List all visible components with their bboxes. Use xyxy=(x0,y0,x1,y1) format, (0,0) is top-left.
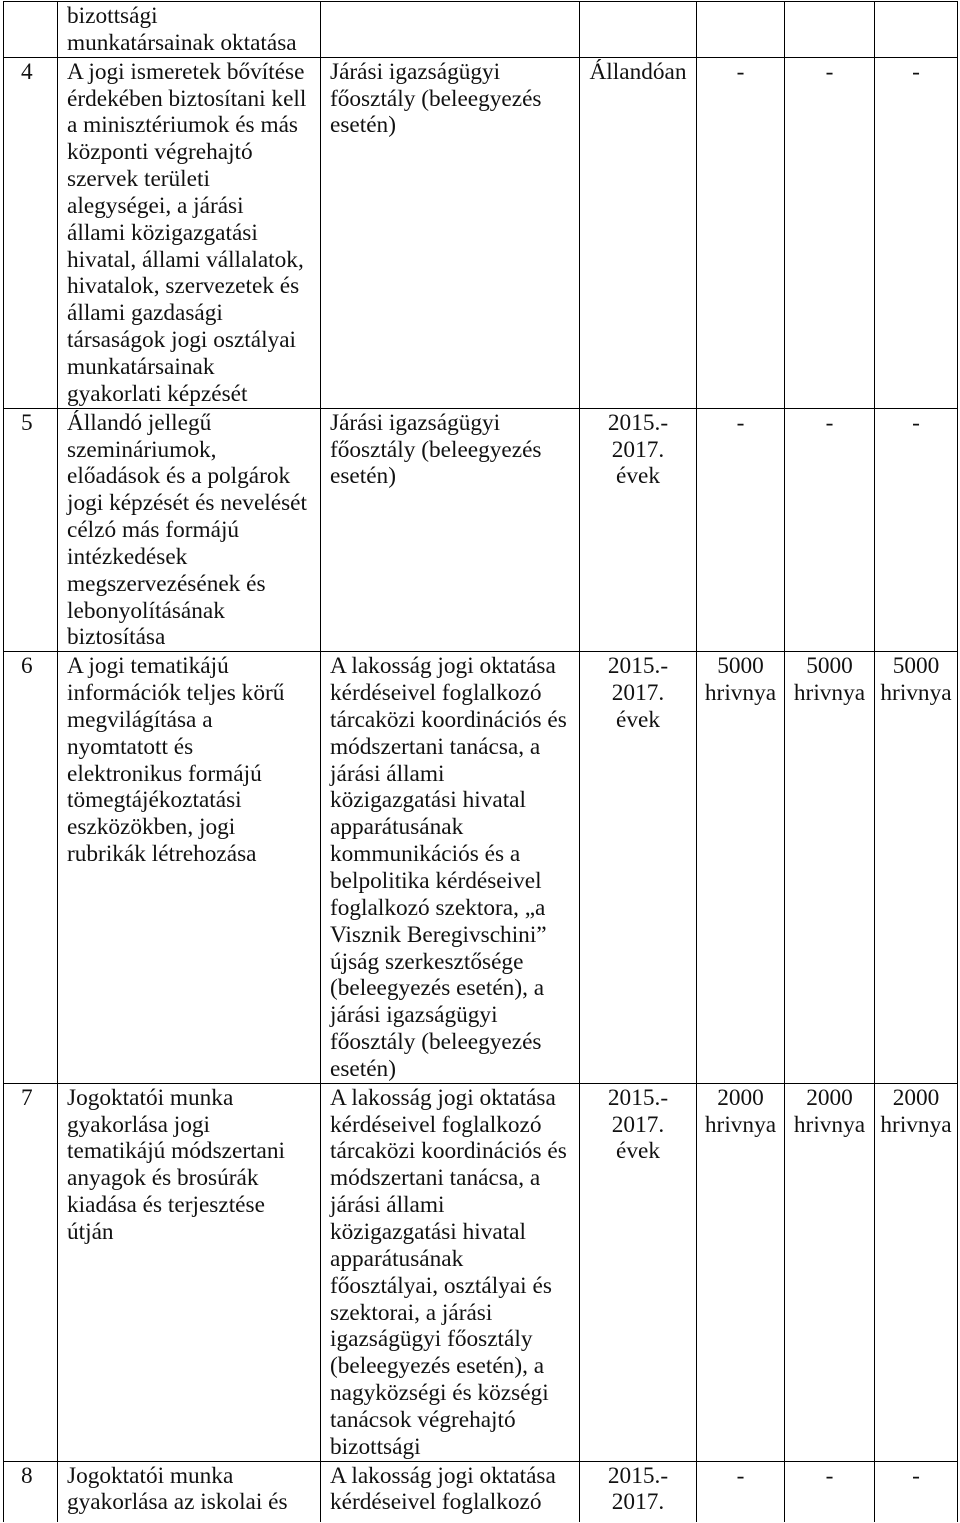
responsible-party: A lakosság jogi oktatása kérdéseivel foglalkozó xyxy=(321,1462,580,1523)
funding-value: 2000 hrivnya xyxy=(697,1084,785,1462)
task-number: 7 xyxy=(3,1084,58,1462)
funding-value xyxy=(875,2,958,58)
deadline: 2015.- 2017. évek xyxy=(580,1084,697,1462)
task-description: bizottsági munkatársainak oktatása xyxy=(58,2,321,58)
task-description: Állandó jellegű szemináriumok, előadások és a polgárok jogi képzését és nevelését célzó más formájú intézkedések megszervezésének és lebonyolításának biztosítása xyxy=(58,409,321,653)
task-number: 4 xyxy=(3,58,58,409)
deadline: 2015.- 2017. évek xyxy=(580,409,697,653)
funding-value: 2000 hrivnya xyxy=(875,1084,958,1462)
funding-value: - xyxy=(697,58,785,409)
responsible-party: Járási igazságügyi főosztály (beleegyezés esetén) xyxy=(321,409,580,653)
table-row xyxy=(3,58,958,409)
task-number: 6 xyxy=(3,652,58,1084)
funding-value: - xyxy=(875,58,958,409)
responsible-party: A lakosság jogi oktatása kérdéseivel foglalkozó tárcaközi koordinációs és módszertani tanácsa, a járási állami közigazgatási hivatal apparátusának főosztályai, osztályai és szektorai, a járási igazságügyi főosztály (beleegyezés esetén), a nagyközségi és községi tanácsok végrehajtó bizottsági xyxy=(321,1084,580,1462)
task-description: A jogi ismeretek bővítése érdekében biztosítani kell a minisztériumok és más központi végrehajtó szervek területi alegységei, a járási állami közigazgatási hivatal, állami vállalatok, hivatalok, szervezetek és állami gazdasági társaságok jogi osztályai munkatársainak gyakorlati képzését xyxy=(58,58,321,409)
task-description: A jogi tematikájú információk teljes körű megvilágítása a nyomtatott és elektronikus formájú tömegtájékoztatási eszközökben, jogi rubrikák létrehozása xyxy=(58,652,321,1084)
task-description: Jogoktatói munka gyakorlása jogi tematikájú módszertani anyagok és brosúrák kiadása és terjesztése útján xyxy=(58,1084,321,1462)
table-row xyxy=(3,652,958,1084)
funding-value: - xyxy=(697,409,785,653)
deadline: Állandóan xyxy=(580,58,697,409)
table-row xyxy=(3,1084,958,1462)
funding-value: 5000 hrivnya xyxy=(875,652,958,1084)
funding-value xyxy=(785,2,875,58)
responsible-party: A lakosság jogi oktatása kérdéseivel foglalkozó tárcaközi koordinációs és módszertani tanácsa, a járási állami közigazgatási hivatal apparátusának kommunikációs és a belpolitika kérdéseivel foglalkozó szektora, „a Visznik Beregivschini” újság szerkesztősége (beleegyezés esetén), a járási igazságügyi főosztály (beleegyezés esetén) xyxy=(321,652,580,1084)
table-row-continuation xyxy=(3,2,958,58)
responsible-party xyxy=(321,2,580,58)
funding-value: - xyxy=(875,409,958,653)
action-plan-table xyxy=(3,1,958,1522)
responsible-party: Járási igazságügyi főosztály (beleegyezés esetén) xyxy=(321,58,580,409)
funding-value: - xyxy=(785,58,875,409)
funding-value: 5000 hrivnya xyxy=(785,652,875,1084)
funding-value: - xyxy=(697,1462,785,1523)
funding-value xyxy=(697,2,785,58)
task-number xyxy=(3,2,58,58)
funding-value: - xyxy=(785,1462,875,1523)
task-number: 8 xyxy=(3,1462,58,1523)
table-row xyxy=(3,1462,958,1523)
funding-value: 2000 hrivnya xyxy=(785,1084,875,1462)
task-description: Jogoktatói munka gyakorlása az iskolai és xyxy=(58,1462,321,1523)
funding-value: - xyxy=(785,409,875,653)
funding-value: 5000 hrivnya xyxy=(697,652,785,1084)
deadline: 2015.- 2017. évek xyxy=(580,652,697,1084)
deadline: 2015.- 2017. xyxy=(580,1462,697,1523)
task-number: 5 xyxy=(3,409,58,653)
deadline xyxy=(580,2,697,58)
table-row xyxy=(3,409,958,653)
funding-value: - xyxy=(875,1462,958,1523)
